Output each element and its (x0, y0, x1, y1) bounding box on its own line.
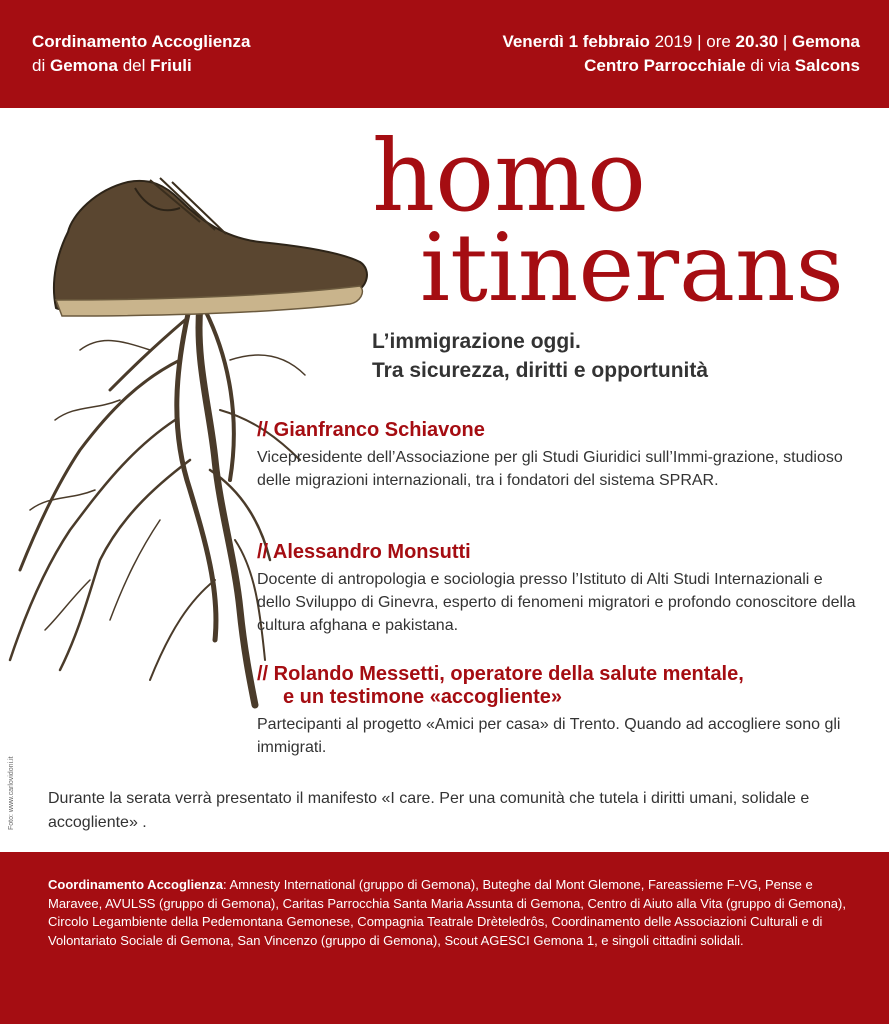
subtitle-line1: L’immigrazione oggi. (372, 330, 581, 353)
speaker-name-schiavone: // Gianfranco Schiavone (257, 419, 485, 441)
coordination-members (48, 876, 848, 950)
header-band (0, 0, 889, 108)
subtitle-line2: Tra sicurezza, diritti e opportunità (372, 359, 709, 382)
event-venue: Centro Parrocchiale di via Salcons (584, 56, 860, 75)
speaker-name-monsutti: // Alessandro Monsutti (257, 541, 471, 563)
coordination-list: : Amnesty International (gruppo di Gemona), Buteghe dal Mont Glemone, Fareassieme F-VG, Pense e Maravee, AVULSS (gruppo di Gemona), Caritas Parrocchia Santa Maria Assunta di Gemona, Centro di Aiuto alla Vita (gruppo di Gemona), Circolo Legambiente della Pedemontana Gemonese, Compagnia Teatrale Drèteledrôs, Coordinamento delle Associazioni Culturali e di Volontariato Sociale di Gemona, San Vincenzo (gruppo di Gemona), Scout AGESCI Gemona 1, e singoli cittadini solidali. (48, 877, 846, 948)
event-date-time: Venerdì 1 febbraio 2019 | ore 20.30 | Gemona (502, 32, 860, 51)
speaker-desc-messetti: Partecipanti al progetto «Amici per casa» di Trento. Quando ad accogliere sono gli immigrati. (257, 716, 841, 756)
speaker-name-messetti: // Rolando Messetti, operatore della salute mentale, (257, 663, 744, 685)
organizer-name: Cordinamento Accoglienza (32, 32, 251, 51)
speaker-desc-schiavone: Vicepresidente dell’Associazione per gli Studi Giuridici sull’Immi-grazione, studioso delle migrazioni internazionali, tra i fondatori del sistema SPRAR. (257, 449, 843, 489)
coordination-label: Coordinamento Accoglienza (48, 877, 224, 892)
organizer-location: di Gemona del Friuli (32, 56, 192, 75)
title-homo: homo (372, 120, 647, 234)
speaker-name-messetti-cont: e un testimone «accogliente» (283, 686, 562, 708)
title-itinerans: itinerans (420, 214, 844, 323)
speaker-desc-monsutti: Docente di antropologia e sociologia presso l’Istituto di Alti Studi Internazionali e dello Sviluppo di Ginevra, esperto di fenomeni migratori e profondo conoscitore della cultura afghana e pakistana. (257, 571, 856, 634)
photo-credit: Foto: www.carlovidoni.it (8, 756, 15, 830)
manifesto-text: Durante la serata verrà presentato il manifesto «I care. Per una comunità che tutela i diritti umani, solidale e accogliente» . (48, 790, 810, 831)
